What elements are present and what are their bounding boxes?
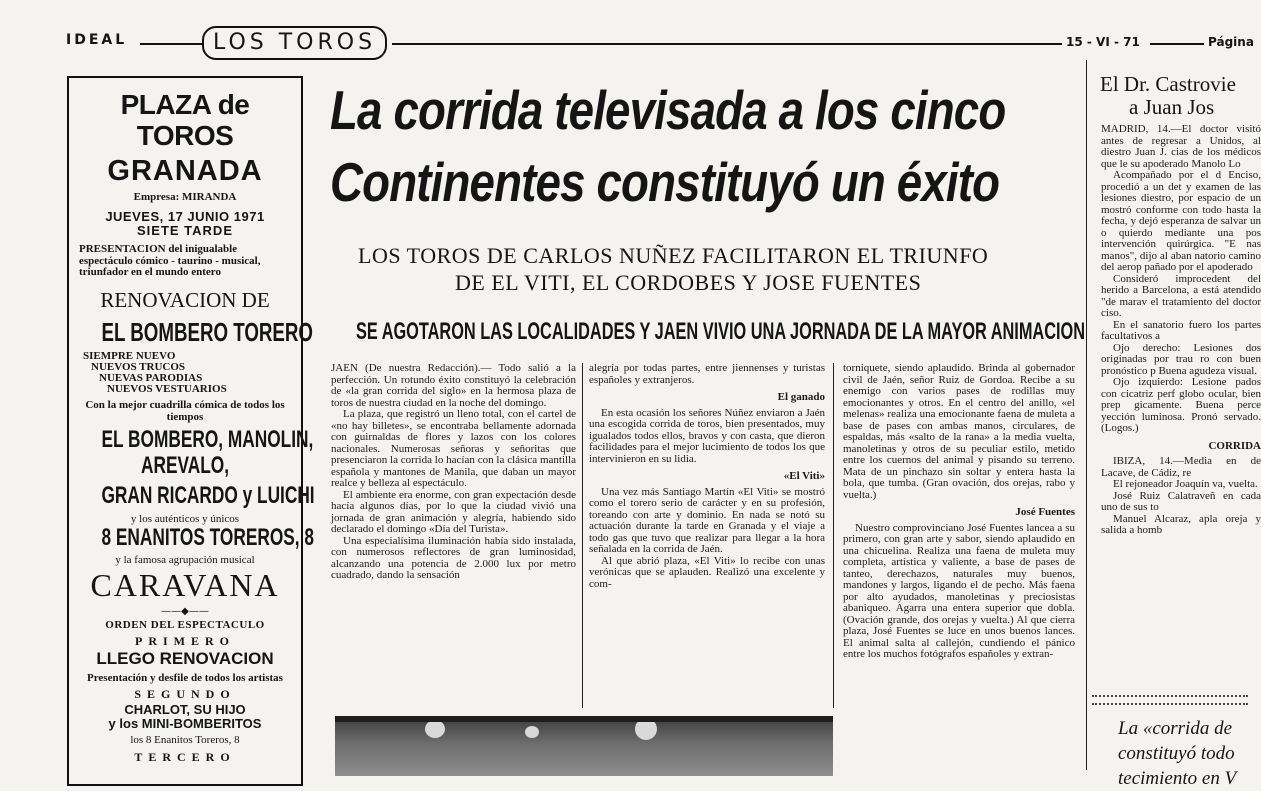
paragraph: torniquete, siendo aplaudido. Brinda al gobernador civil de Jaén, señor Ruiz de Gordoa. Recibe a su enemigo con varios pases de rodillas muy emocionantes y otros. En el centro del anillo, «el melenas» realiza una emocionante faena de muleta a base de pases con ambas manos, circulares, de espaldas, más «salto de la rana» a la media vuelta, manoletinas y otros de su peculiar estilo, metido entre los cuernos del animal y pisando su terreno. Mata de un pinchazo sin soltar y entera hasta la bola, que tumba. (Gran ovación, dos orejas, rabo y vuelta.)	[843, 362, 1075, 501]
header-rule-left	[140, 43, 202, 45]
right-teaser	[1118, 716, 1236, 791]
ad-city: GRANADA	[107, 154, 263, 187]
article-column-1	[331, 363, 576, 582]
article-column-3	[843, 363, 1075, 661]
paragraph: José Ruiz Calatraveñ en cada uno de sus to	[1101, 489, 1261, 513]
section-subhead: CORRIDA	[1208, 439, 1261, 452]
ad-features-list	[83, 351, 301, 395]
paragraph: Una especialísima iluminación había sido instalada, con numerosos reflectores de gran luminosidad, alcanzando una potencia de 2.000 lux por metro cuadrado, dando la sensación	[331, 534, 576, 581]
ad-venue-title: PLAZA de TOROS	[120, 89, 250, 151]
teaser-line: tecimiento en V	[1118, 768, 1237, 789]
column-rule	[1086, 60, 1087, 770]
ad-time: SIETE TARDE	[137, 222, 233, 238]
column-rule	[582, 363, 583, 708]
paragraph: En el sanatorio fuero los partes facultativos a	[1101, 318, 1261, 342]
ad-first-desc: Presentación y desfile de todos los artistas	[87, 671, 283, 684]
headline-line-1: La corrida televisada a los cinco	[330, 79, 1006, 141]
paragraph: Acompañado por el d Enciso, procedió a un det y examen de las lesiones diestro, por espacio de un mostró conforme con todo hasta la fecha, y dejó esperanza de salvar un o quierdo mediante una pos intervención quirúrgica. "E nas manos", dijo al aban natorio camino del aerop pañado por el apoderado	[1101, 169, 1261, 273]
subheadline-line-1: LOS TOROS DE CARLOS NUÑEZ FACILITARON EL TRIUNFO	[358, 243, 989, 268]
header-rule-right	[1150, 43, 1204, 45]
paragraph: El rejoneador Joaquín va, vuelta.	[1113, 478, 1258, 490]
paragraph: MADRID, 14.—El doctor visitó antes de regresar a Unidos, al diestro Juan J. cias de los médicos que le su apoderado Manolo Lo	[1101, 123, 1261, 170]
paragraph: JAEN (De nuestra Redacción).— Todo salió a la perfección. Un rotundo éxito constituyó la celebración de «la gran corrida del siglo» en la hermosa plaza de toros de nuestra ciudad en la noche del domingo.	[331, 362, 576, 409]
photo-figure	[425, 720, 445, 738]
photo-figure	[525, 726, 539, 738]
ad-show-name: EL BOMBERO TORERO	[101, 316, 313, 347]
paragraph: Ojo derecho: Lesiones dos originadas por trau ro con buen pronóstico p Buena agudeza visual.	[1101, 341, 1261, 377]
article-column-2	[589, 363, 825, 590]
ad-feature: NUEVOS TRUCOS	[91, 360, 186, 373]
paragraph: Consideró improcedent del herido a Barcelona, a está atendido "de marav el tratamiento del doctor ciso.	[1101, 272, 1261, 319]
paragraph: alegría por todas partes, entre jiennenses y turistas españoles y extranjeros.	[589, 362, 825, 386]
paragraph: Una vez más Santiago Martín «El Viti» se mostró como el torero serio de carácter y en su profesión, toreando con arte y dominio. En nada se notó su actuación durante la tarde en Granada y el viaje a todo gas que tuvo que realizar para llegar a la hora señalada en la corrida de Jaén.	[589, 485, 825, 555]
ad-feature: NUEVAS PARODIAS	[99, 371, 203, 384]
ad-performers-3: GRAN RICARDO y LUICHI	[101, 482, 315, 510]
ad-first: PRIMERO	[135, 633, 235, 648]
ad-performers-2: AREVALO,	[140, 452, 229, 480]
right-article-title-1: El Dr. Castrovie	[1100, 72, 1236, 96]
section-subhead: El ganado	[777, 391, 825, 403]
ad-crew-note: Con la mejor cuadrilla cómica de todos los tiempos	[85, 398, 285, 423]
paragraph: Nuestro comprovinciano José Fuentes lancea a su primero, con gran arte y sabor, siendo aplaudido en una chicuelina. Realiza una faena de muleta muy completa, artística y valiente, a base de pases de tanteo, derechazos, naturales muy buenos, mandones y largos, ligando el de pecho. Más faena por alto ayudados, manoletinas y preciosistas abaniqueo. Agarra una entera superior que dobla. (Ovación grande, dos orejas y vuelta.) Al que cierra plaza, José Fuentes se luce en unos buenos lances. El animal salta al callejón, cundiendo el pánico entre los muchos fotógrafos españoles y extran-	[843, 521, 1075, 660]
ad-band-name: CARAVANA	[90, 567, 280, 604]
ad-company: Empresa: MIRANDA	[133, 191, 237, 204]
section-subhead: «El Viti»	[783, 470, 825, 482]
dotted-separator	[1092, 695, 1248, 705]
ad-feature: NUEVOS VESTUARIOS	[107, 382, 227, 395]
subheadline-line-2: DE EL VITI, EL CORDOBES Y JOSE FUENTES	[455, 270, 922, 295]
ad-first-act: LLEGO RENOVACION	[96, 648, 274, 668]
ornament-divider-icon: ——◆——	[161, 605, 209, 617]
paragraph: Ojo izquierdo: Lesione pados con cicatriz perf globo ocular, bien prep gicamente. Buena perce yección luminosa. Pronó servado. (Logos.)	[1101, 376, 1261, 434]
column-rule	[833, 363, 834, 708]
deck-headline: SE AGOTARON LAS LOCALIDADES Y JAEN VIVIO UNA JORNADA DE LA MAYOR ANIMACION	[356, 318, 1086, 345]
ad-performers-1: EL BOMBERO, MANOLIN,	[101, 425, 314, 453]
paragraph: Al que abrió plaza, «El Viti» lo recibe con unas verónicas que se aplauden. Realizó una excelente y com-	[589, 554, 825, 590]
ad-date: JUEVES, 17 JUNIO 1971	[105, 208, 265, 224]
headline-line-2: Continentes constituyó un éxito	[330, 151, 1000, 213]
section-title: LOS TOROS	[202, 26, 387, 60]
photo-shadow	[335, 716, 833, 722]
teaser-line: La «corrida de	[1118, 718, 1232, 739]
ad-presentation: PRESENTACION del inigualable espectáculo cómico - taurino - musical, triunfador en el mundo entero	[79, 243, 261, 279]
right-article-body	[1101, 124, 1261, 537]
ad-second-act: CHARLOT, SU HIJO	[124, 701, 246, 717]
issue-date: 15 - VI - 71	[1066, 35, 1140, 49]
paragraph: El ambiente era enorme, con gran expectación desde hacía algunos días, por lo que la ciudad vivió una jornada de gran animación y alegría, habiendo sido declarado el domingo «Día del Turista».	[331, 488, 576, 535]
paragraph: IBIZA, 14.—Media en de Lacave, de Cádiz, re	[1101, 455, 1261, 479]
paragraph: En esta ocasión los señores Núñez enviaron a Jaén una escogida corrida de toros, bien presentados, muy igualados todos ellos, bravos y con casta, que dieron facilidades para el mejor lucimiento de todos los que intervinieron en su lidia.	[589, 406, 825, 465]
ad-feature: SIEMPRE NUEVO	[83, 349, 176, 362]
paragraph: La plaza, que registró un lleno total, con el cartel de «no hay billetes», se encontraba bellamente adornada con guirnaldas de flores y lazos con los colores nacionales. Numerosas señoras y señoritas que presenciaron la corrida lo hacían con la clásica mantilla española y mantones de Manila, que daban un mayor realce y belleza al espectáculo.	[331, 408, 576, 489]
ad-authentic-note: y los auténticos y únicos	[130, 512, 240, 525]
newspaper-name: IDEAL	[66, 32, 128, 48]
page-label: Página	[1208, 35, 1254, 49]
header-rule-center	[392, 43, 1062, 45]
bullring-advertisement	[67, 76, 315, 786]
bullfight-photo	[335, 716, 833, 776]
section-subhead: José Fuentes	[1015, 506, 1075, 518]
ad-renovation: RENOVACION DE	[100, 287, 270, 312]
ad-second-desc: los 8 Enanitos Toreros, 8	[130, 734, 240, 747]
paragraph: Manuel Alcaraz, apla oreja y salida a homb	[1101, 512, 1261, 536]
ad-third: TERCERO	[134, 749, 236, 764]
ad-second: SEGUNDO	[134, 686, 236, 701]
ad-second-act-2: y los MINI-BOMBERITOS	[108, 716, 262, 732]
ad-program-heading: ORDEN DEL ESPECTACULO	[105, 618, 265, 631]
right-article-title-2: a Juan Jos	[1129, 95, 1215, 119]
ad-band-note: y la famosa agrupación musical	[115, 554, 255, 567]
ad-dwarf-bullfighters: 8 ENANITOS TOREROS, 8	[101, 523, 315, 551]
teaser-line: constituyó todo	[1118, 743, 1235, 764]
